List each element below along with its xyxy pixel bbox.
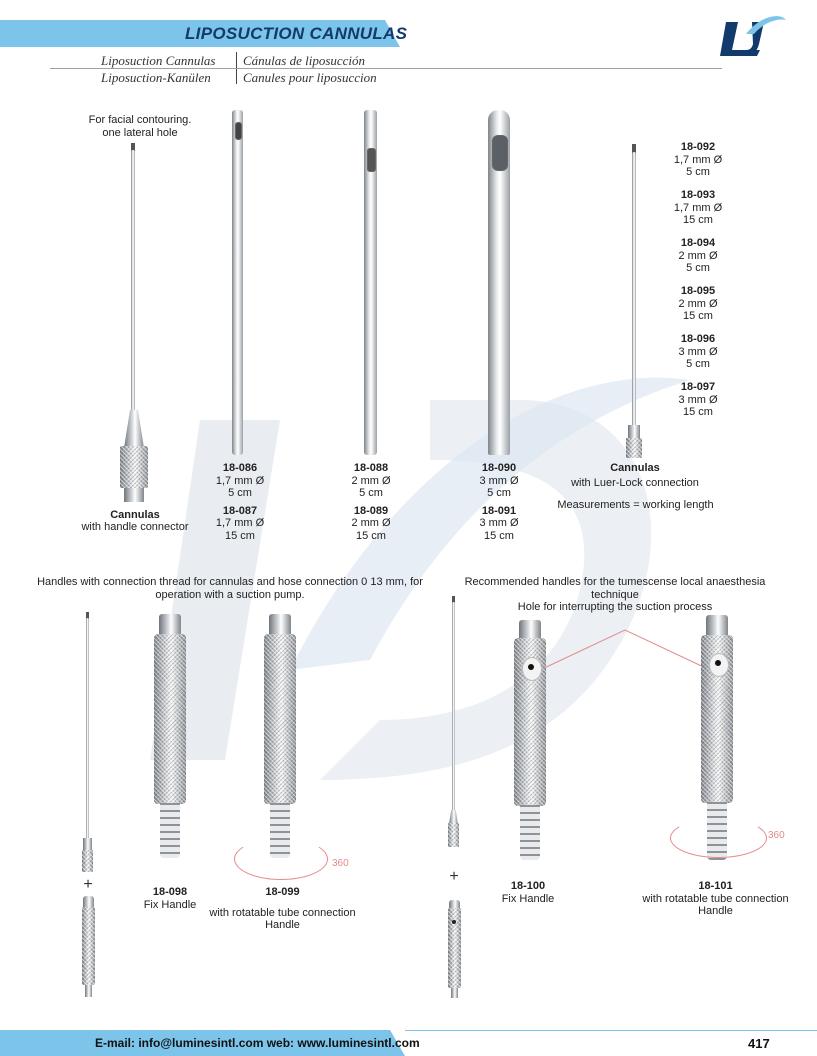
size: 1,7 mm Ø bbox=[673, 153, 723, 166]
list-item bbox=[668, 285, 728, 333]
length: 5 cm bbox=[686, 358, 710, 370]
assembly-cannula-thread bbox=[448, 823, 459, 847]
code: 18-095 bbox=[680, 285, 716, 297]
luer-label: Cannulas bbox=[610, 462, 660, 474]
rotation-label: 360 bbox=[768, 830, 785, 841]
subtitle-french: Canules pour liposuccion bbox=[243, 70, 377, 85]
right-code-list bbox=[668, 141, 728, 429]
group-2-text bbox=[331, 462, 411, 542]
facial-note: For facial contouring. one lateral hole bbox=[88, 114, 192, 139]
cannula-handle-end bbox=[124, 488, 144, 502]
size: 3 mm Ø bbox=[678, 393, 718, 406]
subtitle-german: Liposuction-Kanülen bbox=[101, 70, 211, 85]
code: 18-090 bbox=[481, 462, 517, 474]
list-item bbox=[668, 237, 728, 285]
page-title: LIPOSUCTION CANNULAS bbox=[185, 24, 408, 43]
size: 1,7 mm Ø bbox=[673, 201, 723, 214]
footer-line bbox=[405, 1030, 817, 1031]
fix-handle-grip bbox=[154, 634, 186, 804]
fix-handle-cap bbox=[159, 614, 181, 636]
cannula-rod-1 bbox=[232, 110, 243, 455]
right-handles-note: Recommended handles for the tumescense local anaesthesia technique Hole for interrupting the suction process bbox=[464, 576, 766, 613]
small-handle-end bbox=[451, 988, 458, 998]
lateral-hole-icon bbox=[367, 148, 376, 172]
luer-lock bbox=[626, 438, 642, 458]
item-18-101 bbox=[638, 880, 793, 918]
code: 18-094 bbox=[680, 237, 716, 249]
code: 18-098 bbox=[152, 886, 188, 898]
subtitle-spanish: Cánulas de liposucción bbox=[243, 53, 366, 68]
code: 18-086 bbox=[222, 462, 258, 474]
item-18-100 bbox=[488, 880, 568, 905]
code: 18-096 bbox=[680, 333, 716, 345]
subtitle-english: Liposuction Cannulas bbox=[101, 53, 216, 68]
guide-lines bbox=[530, 625, 730, 675]
tumescent-rotatable-handle-cap bbox=[706, 615, 728, 637]
size: 3 mm Ø bbox=[479, 474, 519, 487]
lateral-hole-icon bbox=[492, 135, 508, 171]
length: 15 cm bbox=[683, 406, 713, 418]
code: 18-087 bbox=[222, 504, 258, 517]
group-3-text bbox=[459, 462, 539, 542]
code: 18-099 bbox=[265, 886, 300, 898]
size: 3 mm Ø bbox=[479, 517, 519, 529]
rotatable-handle-grip bbox=[264, 634, 296, 804]
rotation-arrow-icon bbox=[670, 818, 767, 858]
luer-sublabel: with Luer-Lock connection bbox=[571, 477, 699, 489]
length: 15 cm bbox=[484, 529, 514, 542]
rotatable-handle-cap bbox=[269, 614, 291, 636]
item-18-099 bbox=[195, 886, 370, 932]
label: with rotatable tube connection Handle bbox=[642, 892, 789, 917]
size: 2 mm Ø bbox=[351, 474, 391, 487]
brand-logo bbox=[716, 14, 788, 58]
page-number: 417 bbox=[748, 1036, 770, 1051]
code: 18-100 bbox=[510, 880, 546, 892]
plus-sign: + bbox=[449, 868, 459, 885]
fix-handle-tube-connector bbox=[160, 803, 180, 858]
small-handle-end bbox=[85, 985, 92, 997]
tumescent-fix-handle-cap bbox=[519, 620, 541, 640]
small-handle-grip bbox=[82, 907, 95, 985]
suction-hole-icon bbox=[715, 660, 721, 666]
left-handles-note: Handles with connection thread for cannulas and hose connection 0 13 mm, for operation with a suction pump. bbox=[37, 576, 423, 601]
label: Fix Handle bbox=[143, 898, 197, 911]
size: 2 mm Ø bbox=[351, 517, 391, 529]
size: 1,7 mm Ø bbox=[215, 474, 265, 487]
assembly-cannula-shaft bbox=[452, 602, 455, 812]
list-item bbox=[668, 381, 728, 429]
cannula-handle bbox=[120, 446, 148, 488]
list-item bbox=[668, 189, 728, 237]
plus-sign: + bbox=[83, 876, 93, 893]
list-item bbox=[668, 141, 728, 189]
code: 18-092 bbox=[680, 141, 716, 153]
length: 5 cm bbox=[686, 166, 710, 178]
size: 2 mm Ø bbox=[678, 297, 718, 310]
length: 15 cm bbox=[356, 529, 386, 542]
length: 5 cm bbox=[686, 262, 710, 274]
rotation-label: 360 bbox=[332, 858, 349, 869]
measurement-note: Measurements = working length bbox=[557, 499, 714, 511]
length: 5 cm bbox=[359, 487, 383, 499]
assembly-cannula-shaft bbox=[86, 618, 89, 840]
length: 15 cm bbox=[683, 214, 713, 226]
code: 18-089 bbox=[353, 504, 389, 517]
list-item bbox=[668, 333, 728, 381]
header-rule bbox=[50, 68, 722, 69]
tumescent-fix-handle-tube-connector bbox=[520, 805, 540, 860]
size: 2 mm Ø bbox=[678, 249, 718, 262]
footer-contact: E-mail: info@luminesintl.com web: www.luminesintl.com bbox=[95, 1036, 420, 1050]
code: 18-101 bbox=[698, 880, 733, 892]
luer-connector bbox=[628, 425, 640, 439]
length: 15 cm bbox=[225, 529, 255, 542]
group-1-text bbox=[200, 462, 280, 542]
rotation-arrow-icon bbox=[234, 838, 328, 880]
cannula-shaft bbox=[131, 150, 135, 412]
lateral-hole-icon bbox=[235, 122, 242, 140]
code: 18-091 bbox=[481, 504, 517, 517]
length: 5 cm bbox=[487, 487, 511, 499]
suction-hole-icon bbox=[528, 664, 534, 670]
assembly-cannula-thread bbox=[82, 850, 93, 872]
luer-cannula-shaft bbox=[632, 152, 636, 427]
length: 5 cm bbox=[228, 487, 252, 499]
label: with rotatable tube connection Handle bbox=[209, 906, 356, 931]
cannulas-sublabel: with handle connector bbox=[81, 521, 189, 533]
code: 18-088 bbox=[353, 462, 389, 474]
label: Fix Handle bbox=[501, 892, 555, 905]
length: 15 cm bbox=[683, 310, 713, 322]
size: 3 mm Ø bbox=[678, 345, 718, 358]
suction-hole-icon bbox=[452, 920, 456, 924]
code: 18-097 bbox=[680, 381, 716, 393]
size: 1,7 mm Ø bbox=[215, 517, 265, 529]
code: 18-093 bbox=[680, 189, 716, 201]
cannulas-label: Cannulas bbox=[110, 509, 160, 521]
